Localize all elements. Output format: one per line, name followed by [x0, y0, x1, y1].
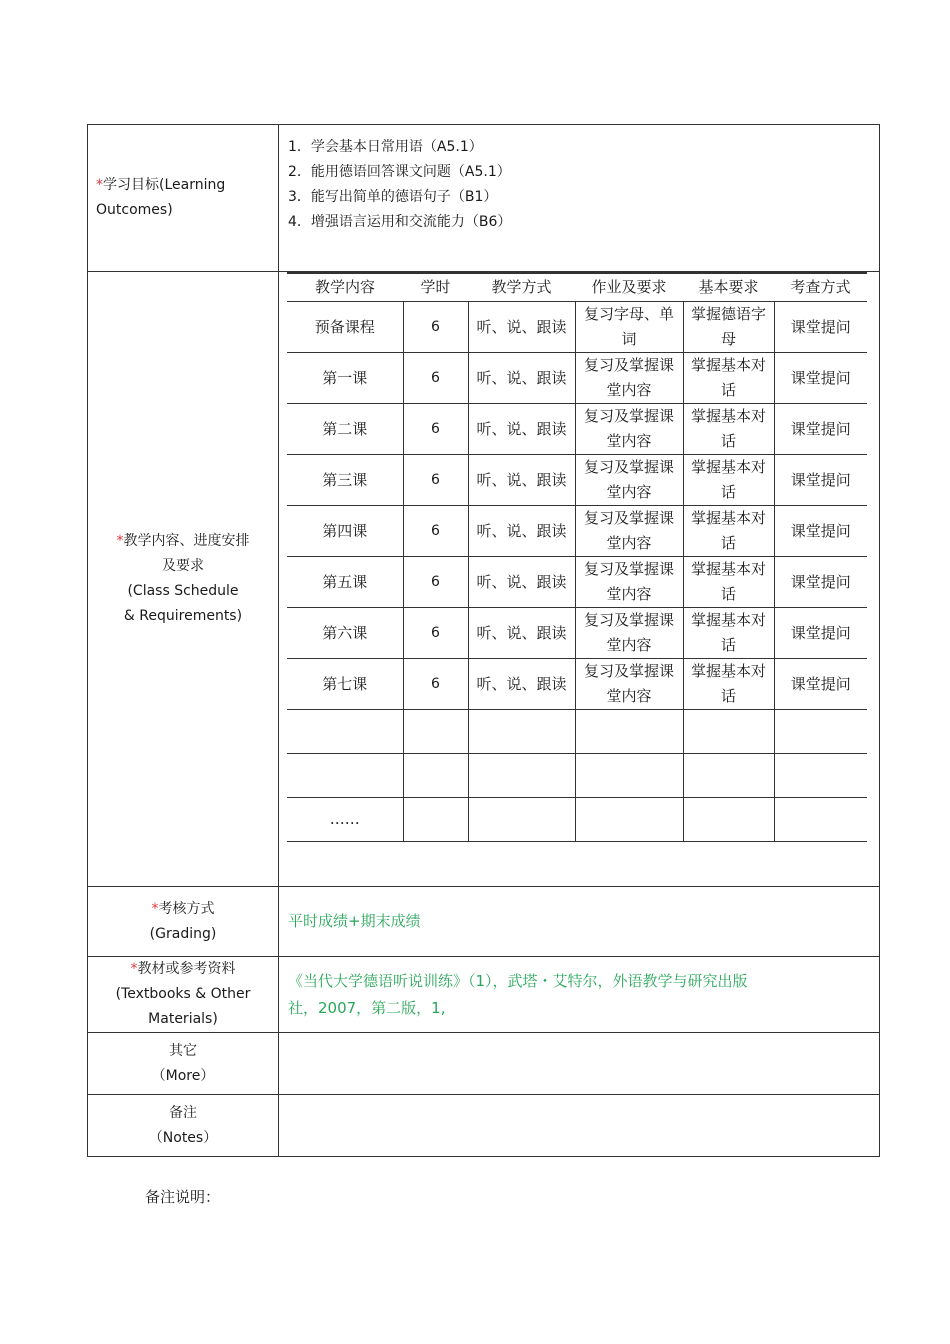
cell-method: 听、说、跟读	[468, 557, 575, 608]
cell-homework: 复习及掌握课堂内容	[575, 455, 683, 506]
required-star: *	[96, 177, 103, 193]
cell-hours[interactable]	[403, 710, 468, 754]
cell-hours: 6	[403, 608, 468, 659]
grading-label-en: (Grading)	[149, 925, 217, 942]
textbooks-label-en-2: Materials)	[148, 1011, 218, 1027]
cell-basic-req: 掌握基本对话	[683, 404, 774, 455]
required-star: *	[130, 961, 138, 977]
textbooks-label-en-1: (Textbooks & Other	[115, 986, 251, 1002]
cell-content: 第五课	[287, 557, 403, 608]
notes-label-en: （Notes）	[148, 1129, 218, 1146]
cell-hours: 6	[403, 404, 468, 455]
cell-hours[interactable]	[403, 798, 468, 842]
cell-assessment[interactable]	[774, 710, 867, 754]
more-label	[88, 1033, 279, 1095]
cell-homework: 复习及掌握课堂内容	[575, 659, 683, 710]
cell-hours[interactable]	[403, 754, 468, 798]
cell-basic-req: 掌握基本对话	[683, 608, 774, 659]
cell-basic-req: 掌握基本对话	[683, 557, 774, 608]
schedule-label	[88, 272, 279, 887]
grading-label	[88, 887, 279, 957]
cell-homework: 复习及掌握课堂内容	[575, 608, 683, 659]
cell-homework: 复习及掌握课堂内容	[575, 353, 683, 404]
schedule-label-en-1: (Class Schedule	[127, 583, 239, 599]
cell-method: 听、说、跟读	[468, 455, 575, 506]
cell-method: 听、说、跟读	[468, 302, 575, 353]
header-basic-req: 基本要求	[683, 273, 774, 302]
outcome-item: 2．能用德语回答课文问题（A5.1）	[288, 164, 511, 180]
textbooks-label-cn: 教材或参考资料	[137, 961, 236, 977]
cell-basic-req[interactable]	[683, 798, 774, 842]
notes-label	[88, 1095, 279, 1157]
cell-basic-req: 掌握基本对话	[683, 506, 774, 557]
cell-method: 听、说、跟读	[468, 608, 575, 659]
cell-content: 第七课	[287, 659, 403, 710]
required-star: *	[116, 533, 124, 549]
cell-content: 第三课	[287, 455, 403, 506]
cell-homework[interactable]	[575, 754, 683, 798]
cell-hours: 6	[403, 557, 468, 608]
cell-basic-req[interactable]	[683, 754, 774, 798]
outcome-item: 3．能写出简单的德语句子（B1）	[288, 189, 498, 205]
notes-value[interactable]	[279, 1095, 880, 1157]
header-homework: 作业及要求	[575, 273, 683, 302]
textbooks-value-line-1: 《当代大学德语听说训练》（1），武塔・艾特尔，外语教学与研究出版	[288, 971, 748, 990]
cell-method[interactable]	[468, 798, 575, 842]
outcome-item: 1．学会基本日常用语（A5.1）	[288, 139, 483, 155]
grading-value: 平时成绩+期末成绩	[279, 887, 880, 957]
schedule-row	[287, 302, 867, 353]
textbooks-value-line-2: 社，2007，第二版，1,	[288, 998, 446, 1017]
cell-method: 听、说、跟读	[468, 659, 575, 710]
required-star: *	[151, 900, 159, 917]
schedule-row	[287, 455, 867, 506]
schedule-header-row	[287, 273, 867, 302]
cell-content: 第四课	[287, 506, 403, 557]
cell-content: 预备课程	[287, 302, 403, 353]
cell-basic-req: 掌握德语字母	[683, 302, 774, 353]
cell-hours: 6	[403, 659, 468, 710]
schedule-row	[287, 506, 867, 557]
more-label-en: （More）	[151, 1067, 215, 1084]
schedule-label-en-2: & Requirements)	[123, 608, 243, 624]
cell-homework[interactable]	[575, 798, 683, 842]
cell-homework: 复习字母、单词	[575, 302, 683, 353]
cell-homework[interactable]	[575, 710, 683, 754]
footnote: 备注说明：	[145, 1188, 221, 1206]
cell-homework: 复习及掌握课堂内容	[575, 404, 683, 455]
cell-assessment[interactable]	[774, 754, 867, 798]
schedule-label-cn-1: 教学内容、进度安排	[123, 533, 250, 549]
more-value[interactable]	[279, 1033, 880, 1095]
schedule-row	[287, 353, 867, 404]
cell-method: 听、说、跟读	[468, 404, 575, 455]
textbooks-label	[88, 957, 279, 1033]
cell-content: 第二课	[287, 404, 403, 455]
schedule-body	[287, 302, 867, 842]
schedule-row	[287, 659, 867, 710]
cell-content: 第六课	[287, 608, 403, 659]
grading-label-cn: 考核方式	[158, 900, 215, 917]
cell-homework: 复习及掌握课堂内容	[575, 506, 683, 557]
cell-assessment: 课堂提问	[774, 557, 867, 608]
header-method: 教学方式	[468, 273, 575, 302]
cell-basic-req[interactable]	[683, 710, 774, 754]
outcome-item: 4．增强语言运用和交流能力（B6）	[288, 214, 512, 230]
cell-assessment: 课堂提问	[774, 353, 867, 404]
schedule-label-cn-2: 及要求	[162, 558, 204, 574]
cell-assessment: 课堂提问	[774, 608, 867, 659]
header-content: 教学内容	[287, 273, 403, 302]
cell-homework: 复习及掌握课堂内容	[575, 557, 683, 608]
header-assessment: 考查方式	[774, 273, 867, 302]
textbooks-value	[279, 957, 880, 1033]
cell-content[interactable]	[287, 710, 403, 754]
schedule-content	[279, 272, 880, 887]
cell-method: 听、说、跟读	[468, 353, 575, 404]
cell-basic-req: 掌握基本对话	[683, 455, 774, 506]
schedule-ellipsis: ……	[287, 798, 403, 842]
learning-outcomes-list	[279, 125, 880, 272]
cell-hours: 6	[403, 302, 468, 353]
cell-method[interactable]	[468, 754, 575, 798]
cell-assessment: 课堂提问	[774, 404, 867, 455]
cell-assessment: 课堂提问	[774, 302, 867, 353]
cell-basic-req: 掌握基本对话	[683, 353, 774, 404]
learning-outcomes-label-en: Outcomes)	[96, 202, 173, 218]
cell-content: 第一课	[287, 353, 403, 404]
learning-outcomes-label	[88, 125, 279, 272]
schedule-row	[287, 404, 867, 455]
schedule-empty-row	[287, 754, 867, 798]
schedule-empty-row	[287, 798, 867, 842]
schedule-empty-row	[287, 710, 867, 754]
cell-assessment: 课堂提问	[774, 506, 867, 557]
cell-hours: 6	[403, 455, 468, 506]
cell-hours: 6	[403, 353, 468, 404]
schedule-row	[287, 608, 867, 659]
cell-assessment: 课堂提问	[774, 659, 867, 710]
cell-method: 听、说、跟读	[468, 506, 575, 557]
cell-assessment: 课堂提问	[774, 455, 867, 506]
schedule-row	[287, 557, 867, 608]
notes-label-cn: 备注	[169, 1104, 197, 1121]
header-hours: 学时	[403, 273, 468, 302]
schedule-table	[287, 272, 867, 842]
more-label-cn: 其它	[169, 1042, 197, 1059]
course-form-table	[87, 124, 880, 1157]
cell-assessment[interactable]	[774, 798, 867, 842]
cell-method[interactable]	[468, 710, 575, 754]
learning-outcomes-label-cn: 学习目标(Learning	[103, 177, 226, 193]
cell-basic-req: 掌握基本对话	[683, 659, 774, 710]
cell-hours: 6	[403, 506, 468, 557]
cell-content[interactable]	[287, 754, 403, 798]
